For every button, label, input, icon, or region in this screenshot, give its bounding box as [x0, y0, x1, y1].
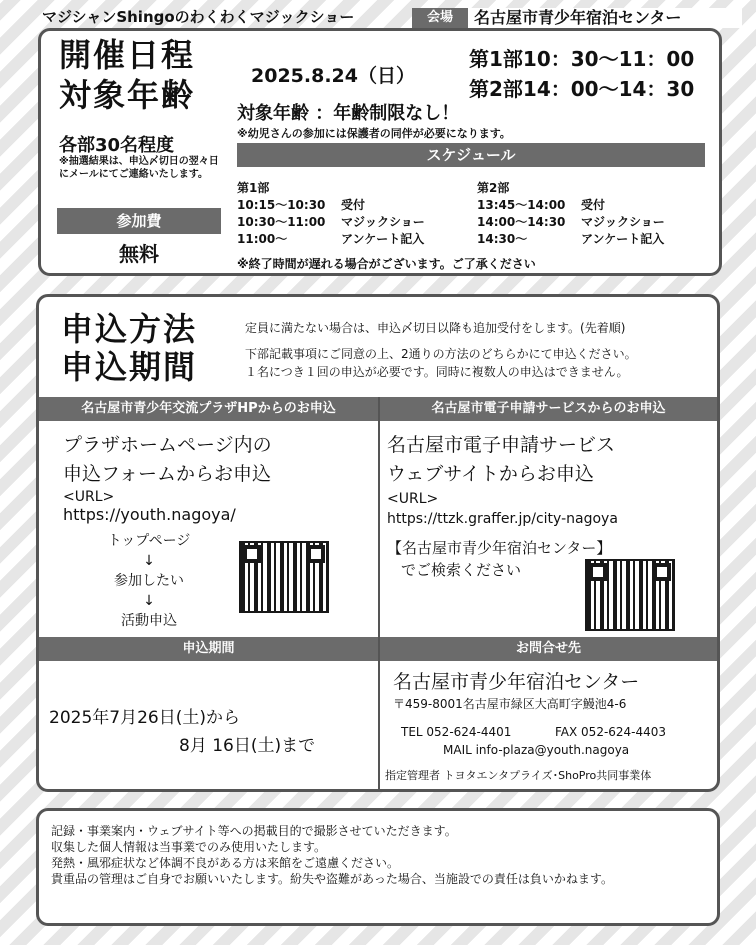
- e-apply-line-2: ウェブサイトからお申込: [387, 463, 594, 485]
- e-qr-code[interactable]: [585, 559, 675, 631]
- part1-schedule: [237, 179, 425, 248]
- hp-apply-text: [63, 431, 272, 489]
- hp-apply-bar: 名古屋市青少年交流プラザHPからのお申込: [39, 397, 378, 421]
- period-line-1: 2025年7月26日(土)から: [49, 708, 240, 728]
- event-title: マジシャンShingoのわくわくマジックショー: [42, 8, 355, 26]
- part1-title: 第1部: [237, 181, 270, 195]
- venue-header: [412, 8, 742, 28]
- down-arrow-icon: ↓: [143, 593, 155, 609]
- part2-title: 第2部: [477, 181, 510, 195]
- contact-mail[interactable]: MAIL info-plaza@youth.nagoya: [443, 743, 630, 757]
- schedule-item: 受付: [341, 198, 366, 212]
- apply-heading-1: 申込方法: [61, 310, 198, 348]
- down-arrow-icon: ↓: [143, 553, 155, 569]
- hp-url-label: <URL>: [63, 489, 115, 505]
- table-row: [237, 214, 425, 231]
- age-text: 対象年齢 ：年齢制限なし！: [237, 103, 460, 124]
- table-row: [237, 197, 425, 214]
- apply-note-3: １名につき１回の申込が必要です。同時に複数人の申込はできません。: [245, 365, 629, 379]
- contact-fax: FAX 052-624-4403: [555, 725, 667, 739]
- e-url-link[interactable]: https://ttzk.graffer.jp/city-nagoya: [387, 511, 618, 527]
- part2-table: [477, 197, 665, 248]
- period-line-2: 8月 16日(土)まで: [179, 736, 316, 756]
- schedule-time: 14:30〜: [477, 232, 528, 246]
- table-row: [477, 197, 665, 214]
- e-apply-line-1: 名古屋市電子申請サービス: [387, 434, 616, 456]
- schedule-heading-2: 対象年齢: [59, 76, 196, 114]
- apply-heading-2: 申込期間: [61, 348, 198, 386]
- part1-table: [237, 197, 425, 248]
- part1-time: 第1部10：30〜11：00: [469, 47, 695, 71]
- schedule-item: 受付: [581, 198, 606, 212]
- contact-bar: お問合せ先: [380, 637, 717, 661]
- contact-name: 名古屋市青少年宿泊センター: [393, 671, 640, 693]
- hp-url-link[interactable]: https://youth.nagoya/: [63, 505, 236, 524]
- capacity: 各部30名程度: [59, 135, 175, 156]
- schedule-heading-1: 開催日程: [59, 36, 196, 74]
- schedule-item: マジックショー: [341, 215, 425, 229]
- schedule-time: 11:00〜: [237, 232, 288, 246]
- column-divider: [378, 397, 380, 789]
- e-apply-bar: 名古屋市電子申請サービスからのお申込: [380, 397, 717, 421]
- manager-text: 指定管理者 トヨタエンタプライズ･ShoPro共同事業体: [385, 769, 652, 782]
- footer-notice: [36, 808, 720, 926]
- hp-steps: [79, 531, 219, 631]
- schedule-time: 14:00〜14:30: [477, 215, 566, 229]
- venue-name: 名古屋市青少年宿泊センター: [474, 8, 682, 27]
- step-label: 活動申込: [121, 613, 177, 629]
- schedule-section: [38, 28, 722, 276]
- schedule-item: アンケート記入: [581, 232, 665, 246]
- step-label: トップページ: [107, 533, 191, 549]
- schedule-time: 13:45〜14:00: [477, 198, 566, 212]
- apply-section: [36, 294, 720, 792]
- notice-line: 発熱・風邪症状など体調不良がある方は来館をご遠慮ください。: [51, 856, 400, 870]
- notice-list: [51, 823, 613, 887]
- table-row: [477, 214, 665, 231]
- apply-note-1: 定員に満たない場合は、申込〆切日以降も追加受付をします。(先着順): [245, 321, 626, 335]
- end-note: ※終了時間が遅れる場合がございます。ご了承ください: [237, 257, 536, 271]
- contact-address: 〒459-8001名古屋市緑区大高町字鰻池4-6: [393, 697, 627, 711]
- period-bar: 申込期間: [39, 637, 378, 661]
- contact-tel: TEL 052-624-4401: [401, 725, 512, 739]
- e-url-label: <URL>: [387, 491, 439, 507]
- e-apply-text: [387, 431, 615, 489]
- schedule-time: 10:30〜11:00: [237, 215, 326, 229]
- search-keyword: 【名古屋市青少年宿泊センター】: [387, 539, 612, 557]
- schedule-title: スケジュール: [237, 143, 705, 167]
- part2-schedule: [477, 179, 665, 248]
- step-label: 参加したい: [114, 573, 184, 589]
- table-row: [477, 231, 665, 248]
- hp-apply-line-1: プラザホームページ内の: [63, 434, 272, 456]
- event-date: 2025.8.24（日）: [251, 65, 415, 87]
- lottery-note: ※抽選結果は、申込〆切日の翌々日にメールにてご連絡いたします。: [59, 156, 219, 180]
- venue-tag: 会場: [412, 8, 468, 28]
- schedule-item: アンケート記入: [341, 232, 425, 246]
- age-note: ※幼児さんの参加には保護者の同伴が必要になります。: [237, 127, 511, 140]
- part2-time: 第2部14：00〜14：30: [469, 77, 695, 101]
- notice-line: 貴重品の管理はご自身でお願いいたします。紛失や盗難があった場合、当施設での責任は負いかねます。: [51, 872, 613, 886]
- notice-line: 記録・事業案内・ウェブサイト等への掲載目的で撮影させていただきます。: [51, 824, 457, 838]
- hp-qr-code[interactable]: [239, 541, 329, 613]
- apply-note-2: 下部記載事項にご同意の上、2通りの方法のどちらかにて申込ください。: [245, 347, 637, 361]
- schedule-time: 10:15〜10:30: [237, 198, 326, 212]
- fee-label: 参加費: [57, 208, 221, 234]
- schedule-item: マジックショー: [581, 215, 665, 229]
- search-instruction: でご検索ください: [401, 561, 522, 579]
- notice-line: 収集した個人情報は当事業でのみ使用いたします。: [51, 840, 327, 854]
- hp-apply-line-2: 申込フォームからお申込: [63, 463, 272, 485]
- table-row: [237, 231, 425, 248]
- fee-value: 無料: [119, 242, 159, 266]
